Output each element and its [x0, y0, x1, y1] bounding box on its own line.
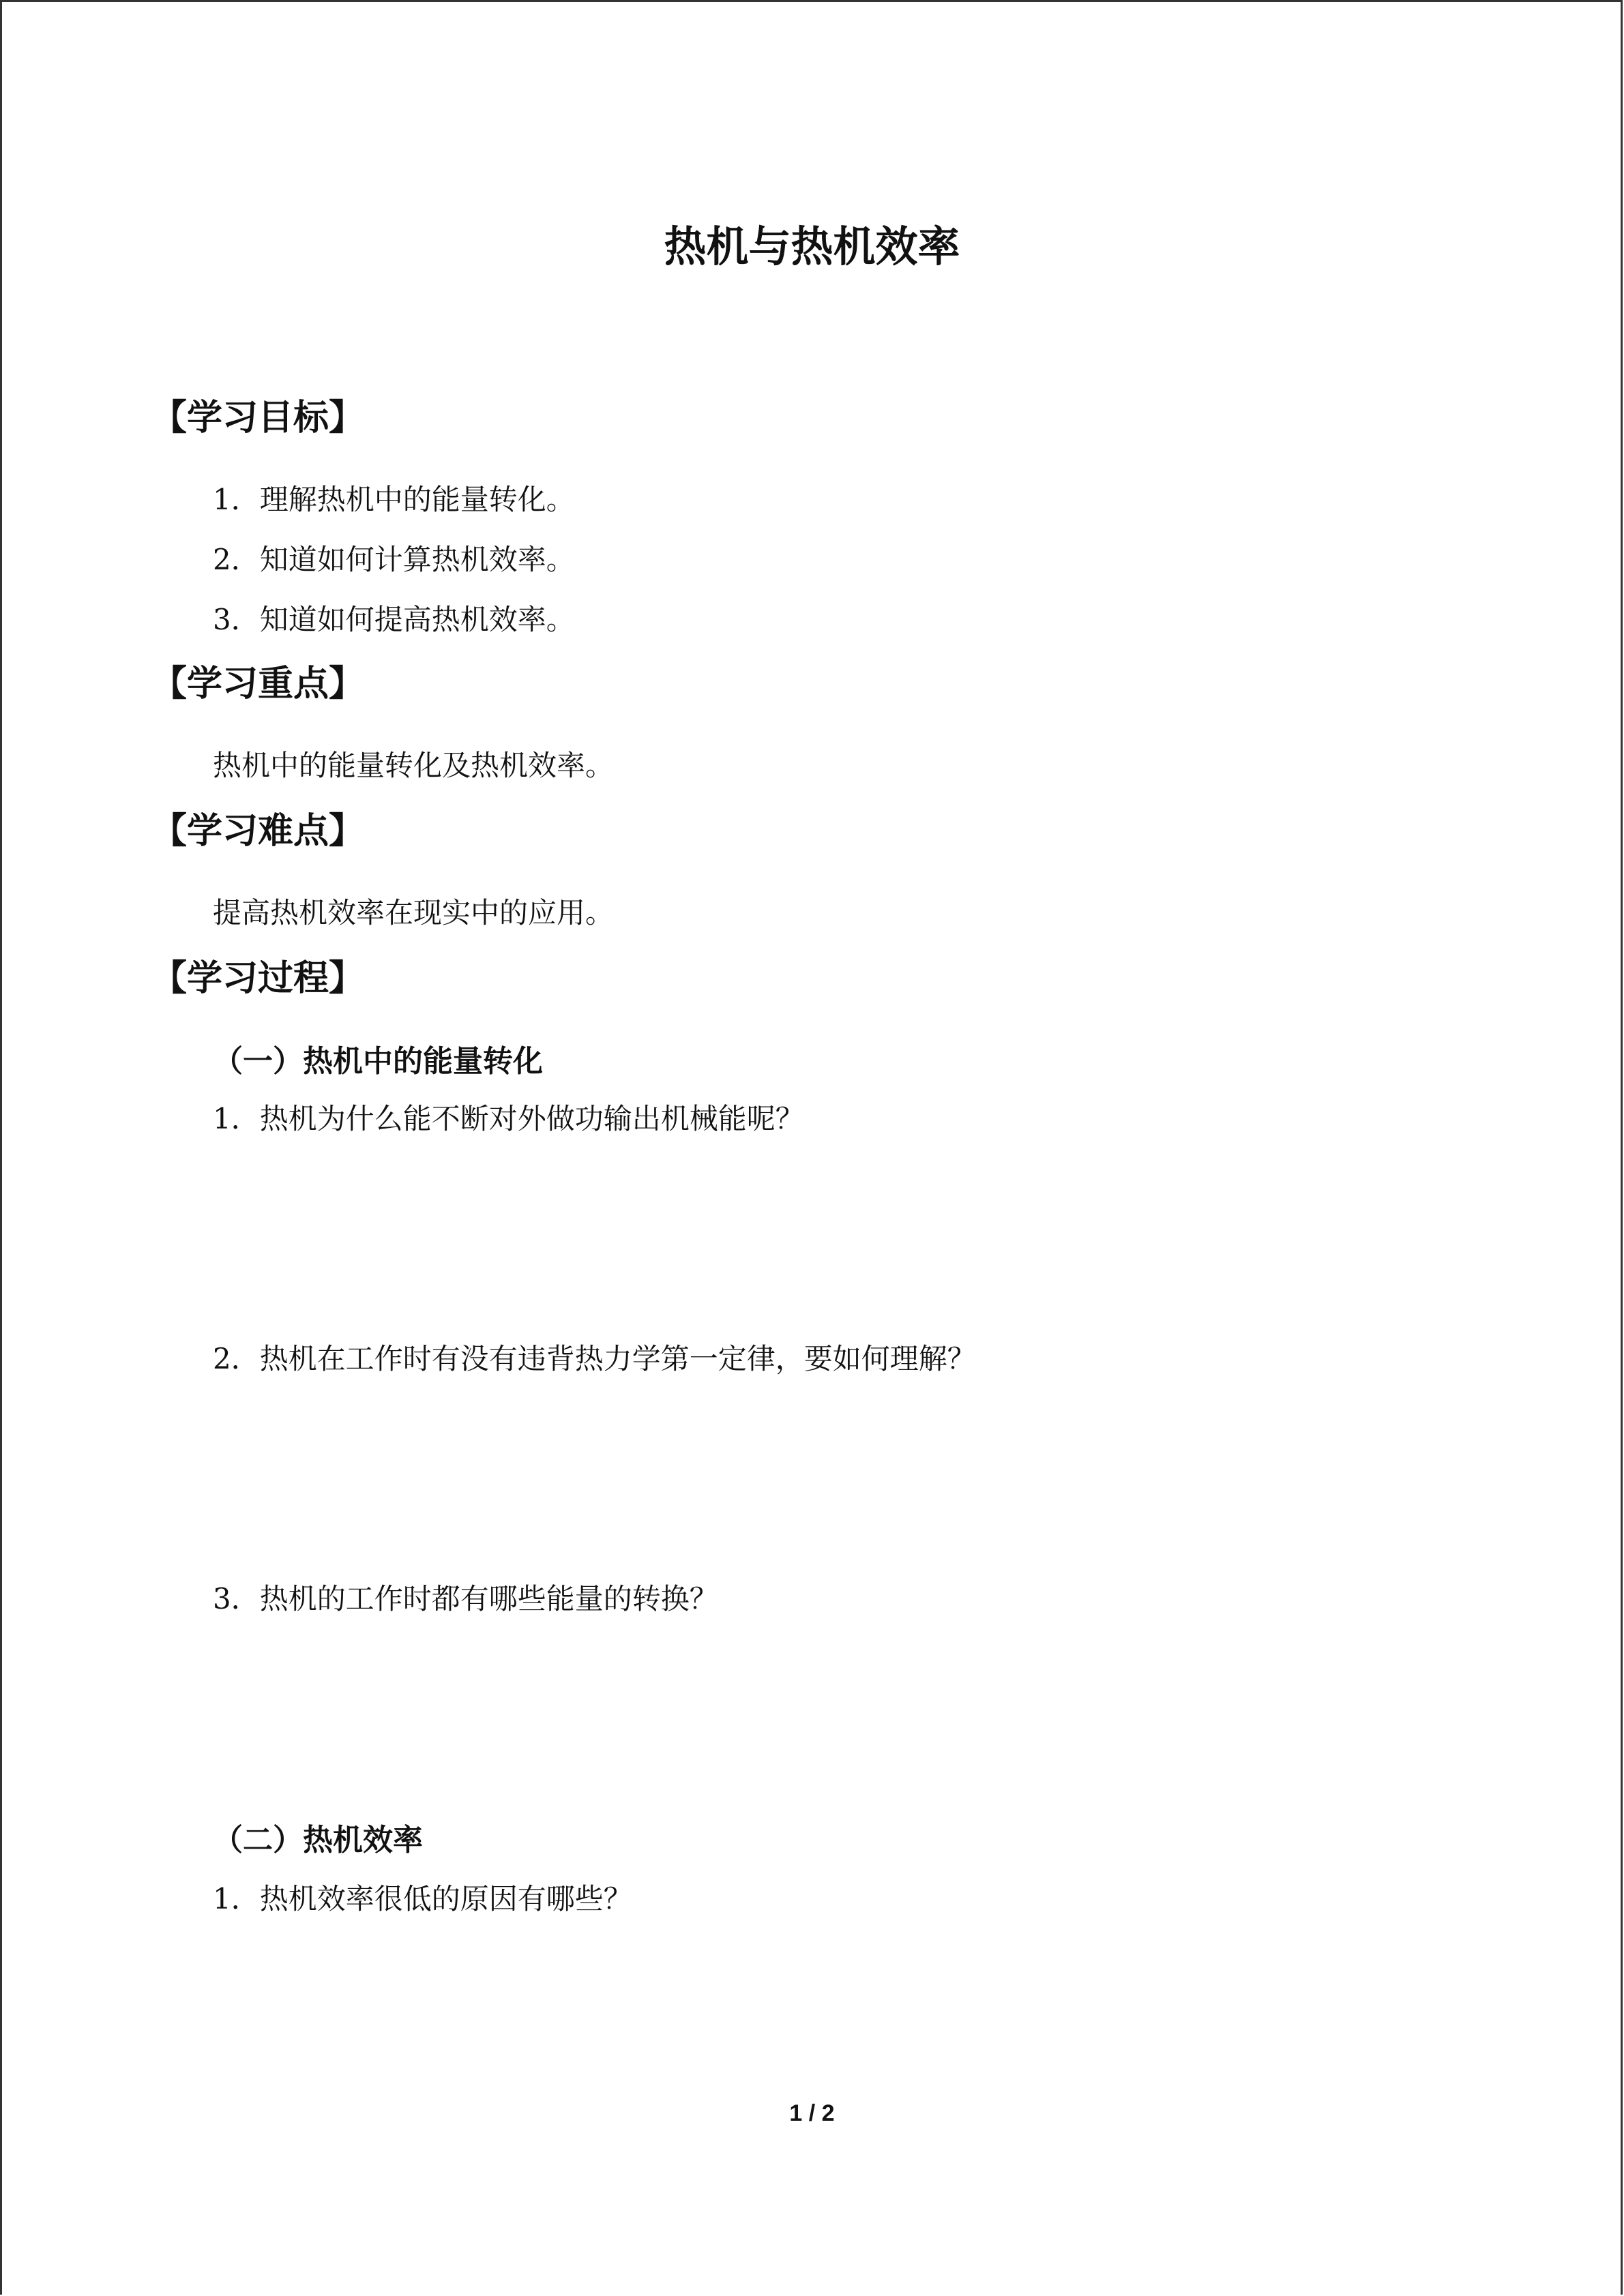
question-1-2: 2．热机在工作时有没有违背热力学第一定律，要如何理解？: [213, 1342, 976, 1375]
key-points-text: 热机中的能量转化及热机效率。: [213, 749, 615, 782]
difficulties-heading: 【学习难点】: [151, 811, 365, 852]
objective-item-1: 1．理解热机中的能量转化。: [213, 483, 575, 516]
question-1-3: 3．热机的工作时都有哪些能量的转换？: [213, 1582, 718, 1615]
objective-item-2: 2．知道如何计算热机效率。: [213, 543, 575, 576]
document-title: 热机与热机效率: [664, 222, 960, 271]
question-1-1: 1．热机为什么能不断对外做功输出机械能呢？: [213, 1102, 804, 1135]
page-indicator: 1 / 2: [789, 2100, 835, 2126]
section-title-energy-conversion: （一）热机中的能量转化: [213, 1044, 543, 1079]
process-heading: 【学习过程】: [151, 958, 365, 999]
objectives-heading: 【学习目标】: [151, 398, 365, 438]
objective-item-3: 3．知道如何提高热机效率。: [213, 603, 575, 636]
difficulties-text: 提高热机效率在现实中的应用。: [213, 896, 615, 929]
key-points-heading: 【学习重点】: [151, 664, 365, 704]
section-title-efficiency: （二）热机效率: [213, 1823, 423, 1858]
question-2-1: 1．热机效率很低的原因有哪些？: [213, 1882, 632, 1915]
